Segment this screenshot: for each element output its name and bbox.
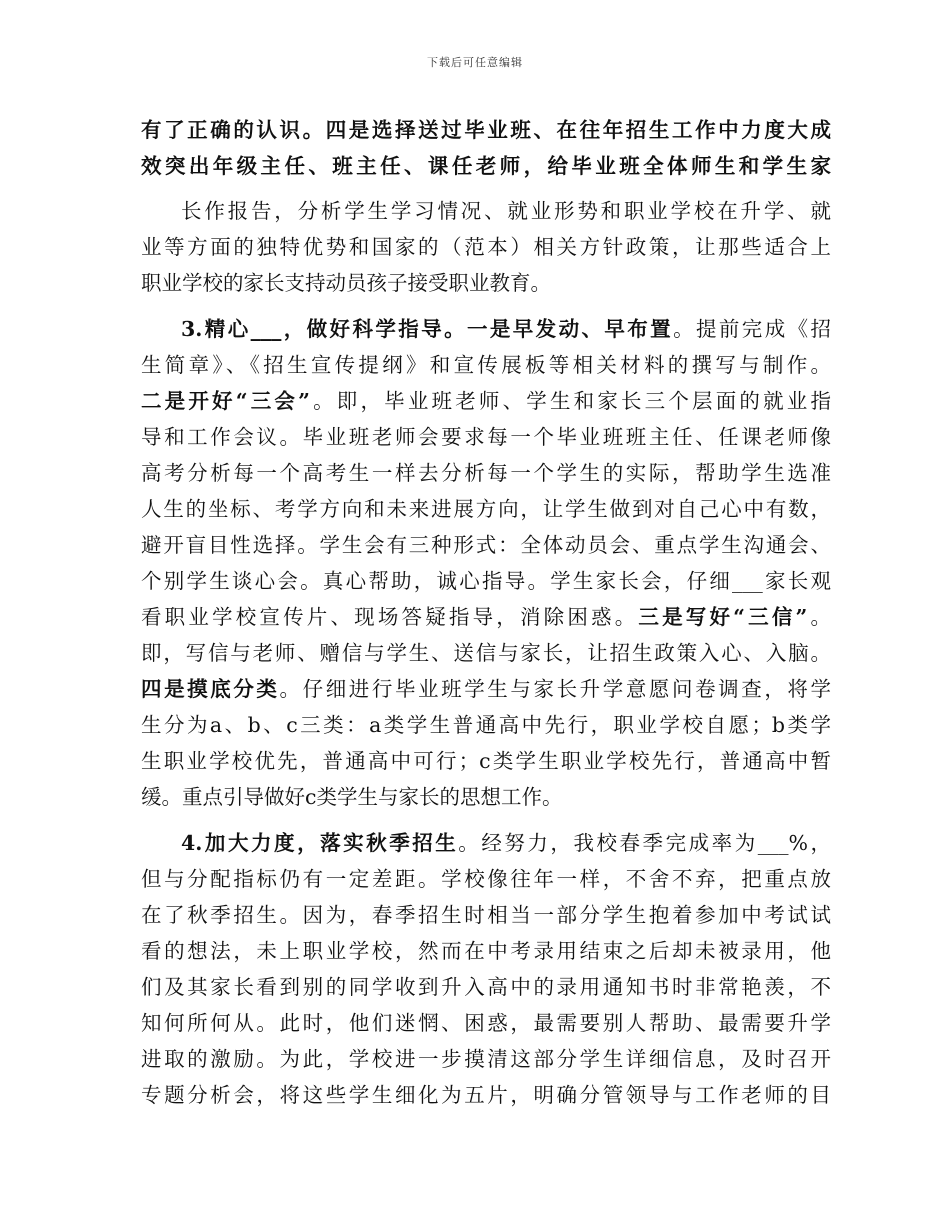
text-segment: 导和工作会议。毕业班老师会要求每一个毕业班班主任、任课老师像 [141,425,831,449]
text-line [181,193,831,229]
text-segment: 。提前完成《招 [673,317,832,341]
text-segment: 长作报告，分析学生学习情况、就业形势和职业学校在升学、就 [181,199,831,223]
text-line [141,969,831,1005]
bold-text-segment: 3.精心___，做好科学指导。一是早发动、早布置 [181,317,674,341]
text-segment: 。即，毕业班老师、学生和家长三个层面的就业指 [309,389,831,413]
text-line [141,933,831,969]
bold-text-segment: 三是写好“三信” [638,605,808,629]
page-header-note: 下载后可任意编辑 [427,56,523,69]
text-segment: 在了秋季招生。因为，春季招生时相当一部分学生抱着参加中考试试 [141,903,831,927]
text-line [141,897,831,933]
text-line [141,563,831,599]
text-segment: 。 [807,605,831,629]
text-line [141,419,831,455]
bold-text-segment: 有了正确的认识。四是选择送过毕业班、在往年招生工作中力度大成 [141,118,831,142]
text-line [141,148,831,184]
text-segment: 职业学校的家长支持动员孩子接受职业教育。 [141,271,551,295]
text-segment: 缓。重点引导做好c类学生与家长的思想工作。 [141,785,563,809]
bold-text-segment: 四是摸底分类 [141,677,280,701]
text-line [141,527,831,563]
bold-text-segment: 效突出年级主任、班主任、课任老师，给毕业班全体师生和学生家 [141,154,831,178]
text-line [141,491,831,527]
text-line [181,311,831,347]
text-line [141,1077,831,1113]
text-segment: 生职业学校优先，普通高中可行；c类学生职业学校先行，普通高中暂 [141,749,831,773]
text-segment: 业等方面的独特优势和国家的（范本）相关方针政策，让那些适合上 [141,235,831,259]
text-line [141,671,831,707]
text-segment: 即，写信与老师、赠信与学生、送信与家长，让招生政策入心、入脑。 [141,641,831,665]
text-line [141,265,831,301]
text-segment: 进取的激励。为此，学校进一步摸清这部分学生详细信息，及时召开 [141,1047,831,1071]
text-line [181,825,831,861]
text-segment: 生简章》、《招生宣传提纲》和宣传展板等相关材料的撰写与制作。 [141,353,831,377]
text-line [141,112,831,148]
text-segment: 但与分配指标仍有一定差距。学校像往年一样，不舍不弃，把重点放 [141,867,831,891]
text-line [141,1041,831,1077]
text-segment: 人生的坐标、考学方向和未来进展方向，让学生做到对自己心中有数， [141,497,831,521]
text-line [141,707,831,743]
text-line [141,347,831,383]
text-line [141,861,831,897]
text-segment: 高考分析每一个高考生一样去分析每一个学生的实际，帮助学生选准 [141,461,831,485]
text-line [141,229,831,265]
text-segment: 看的想法，未上职业学校，然而在中考录用结束之后却未被录用，他 [141,939,831,963]
text-segment: 知何所何从。此时，他们迷惘、困惑，最需要别人帮助、最需要升学 [141,1011,831,1035]
text-segment: 。仔细进行毕业班学生与家长升学意愿问卷调查，将学 [279,677,832,701]
text-segment: 看职业学校宣传片、现场答疑指导，消除困惑。 [141,605,639,629]
text-line [141,635,831,671]
text-segment: 们及其家长看到别的同学收到升入高中的录用通知书时非常艳羡，不 [141,975,831,999]
text-line [141,599,831,635]
text-line [141,1005,831,1041]
bold-text-segment: 二是开好“三会” [141,389,310,413]
text-line [141,779,831,815]
text-segment: 生分为a、b、c三类：a类学生普通高中先行，职业学校自愿；b类学 [141,713,831,737]
text-segment: 专题分析会，将这些学生细化为五片，明确分管领导与工作老师的目 [141,1083,831,1107]
bold-text-segment: 4.加大力度，落实秋季招生 [181,831,459,855]
text-segment: 。经努力，我校春季完成率为___%， [458,831,831,855]
text-segment: 避开盲目性选择。学生会有三种形式：全体动员会、重点学生沟通会、 [141,533,831,557]
text-segment: 个别学生谈心会。真心帮助，诚心指导。学生家长会，仔细___家长观 [141,569,831,593]
text-line [141,743,831,779]
text-line [141,455,831,491]
text-line [141,383,831,419]
